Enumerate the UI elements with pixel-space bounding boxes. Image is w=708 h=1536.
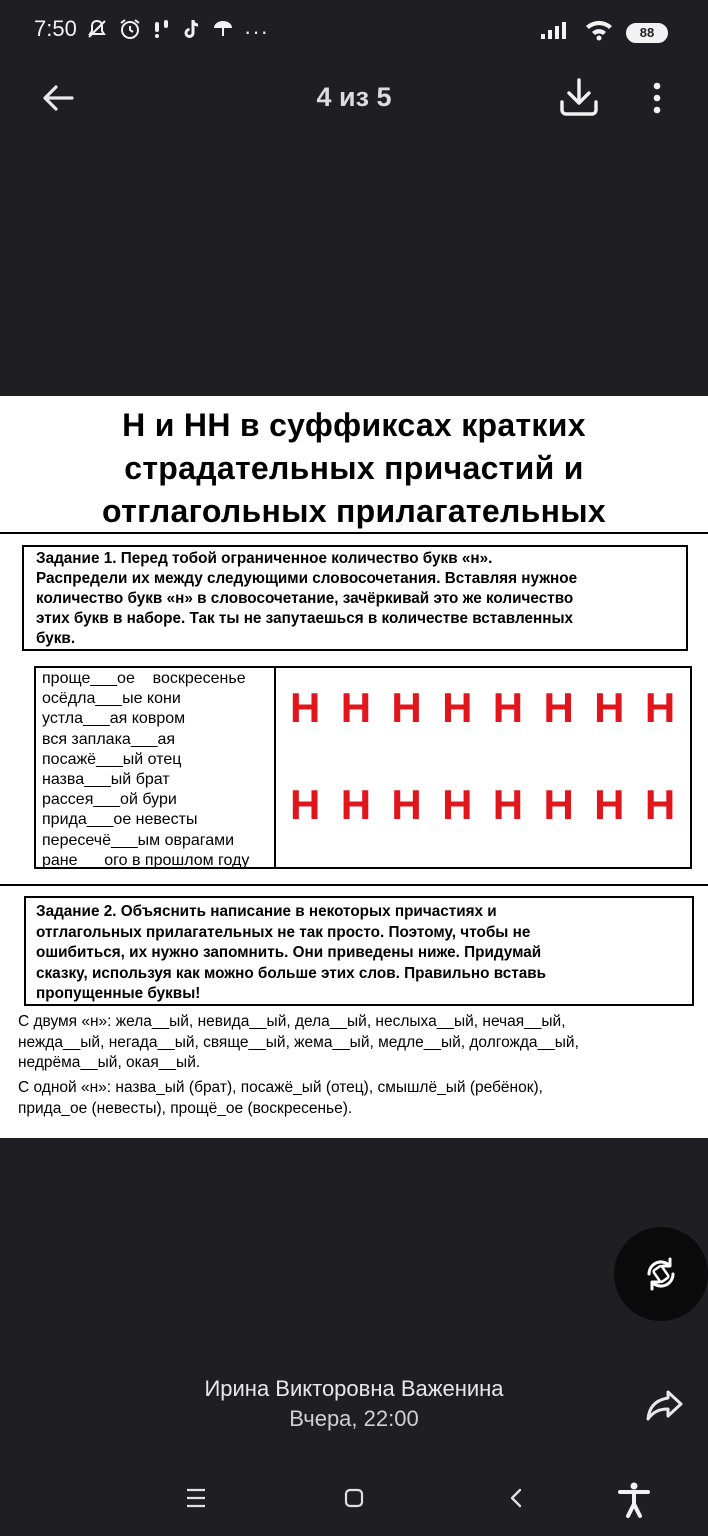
letter-n: Н (492, 781, 524, 828)
download-button[interactable] (556, 74, 602, 120)
accessibility-icon (614, 1480, 654, 1520)
letter-n: Н (594, 781, 625, 828)
worksheet-title: Н и НН в суффиксах кратких страдательных причастий и отглагольных прилагательных (102, 407, 606, 529)
system-nav-bar (0, 1460, 708, 1536)
phrase-item: вся заплака___ая (42, 730, 176, 748)
letter-n: Н (543, 684, 574, 731)
signal-icon (540, 19, 572, 46)
muted-bell-icon (86, 18, 108, 46)
status-time: 7:50 (34, 16, 77, 41)
worksheet-image[interactable] (0, 396, 708, 1138)
letter-n: Н (644, 684, 676, 731)
phrase-item: ране___ого в прошлом году (42, 851, 250, 869)
letter-n: Н (594, 684, 625, 731)
letter-n: Н (290, 684, 321, 731)
battery-icon: 88 (626, 23, 668, 43)
chevron-left-icon (496, 1480, 536, 1516)
page-counter: 4 из 5 (316, 82, 392, 112)
phrase-list (36, 668, 276, 867)
accessibility-button[interactable] (614, 1480, 654, 1516)
task1-table (34, 666, 692, 869)
letter-n: Н (644, 781, 676, 828)
letter-n: Н (442, 684, 473, 731)
phrase-item: назва___ый брат (42, 771, 170, 789)
author-name: Ирина Викторовна Важенина (204, 1376, 504, 1401)
square-icon (334, 1480, 374, 1516)
more-dots-icon: ··· (244, 19, 269, 44)
wifi-icon (584, 18, 614, 47)
phrase-item: устла___ая ковром (42, 710, 186, 728)
download-icon (556, 74, 602, 120)
phrase-item: рассея___ой бури (42, 791, 177, 809)
task1-box: Задание 1. Перед тобой ограниченное количество букв «н». Распредели их между следующими словосочетания. Вставляя нужное количество букв «н» в словосочетание, зачёркивай это же количество этих букв в наборе. Так ты не запутаешься в количестве вставленных букв. (22, 545, 688, 651)
letter-n: Н (543, 781, 574, 828)
letter-n: Н (442, 781, 473, 828)
letter-n: Н (340, 684, 372, 731)
notification-icon (152, 18, 172, 46)
letter-row (290, 686, 696, 730)
phrase-item: прида___ое невесты (42, 811, 198, 829)
back-nav-button[interactable] (496, 1480, 536, 1516)
rotate-icon (641, 1254, 681, 1294)
phrase-item: посажё___ый отец (42, 750, 182, 768)
letter-n: Н (391, 684, 422, 731)
post-date: Вчера, 22:00 (289, 1406, 419, 1431)
status-bar (0, 0, 708, 62)
double-n-words: С двумя «н»: жела__ый, невида__ый, дела__ый, неслыха__ый, нечая__ый, нежда__ый, негада__ый, свяще__ый, жема__ый, медле__ый, долгожда__ый, недрёма__ый, окая__ый. (18, 1013, 579, 1071)
kebab-menu-icon (640, 76, 674, 120)
recent-apps-button[interactable] (176, 1480, 216, 1516)
umbrella-icon (212, 18, 234, 46)
phrase-item: проще___ое воскресенье (42, 670, 246, 687)
divider (0, 532, 708, 534)
letter-n: Н (340, 781, 372, 828)
phrase-item: осёдла___ые кони (42, 690, 181, 708)
letter-set (276, 668, 690, 867)
tiktok-icon (182, 18, 202, 46)
more-options-button[interactable] (640, 76, 674, 120)
share-button[interactable] (644, 1386, 686, 1424)
alarm-icon (118, 17, 142, 47)
single-n-words: С одной «н»: назва_ый (брат), посажё_ый (отец), смышлё_ый (ребёнок), прида_ое (невесты), прощё_ое (воскресенье). (18, 1079, 543, 1117)
viewer-app-bar (0, 62, 708, 132)
share-arrow-icon (644, 1386, 686, 1424)
menu-lines-icon (176, 1480, 216, 1516)
letter-n: Н (391, 781, 422, 828)
system-icons (540, 18, 668, 47)
home-button[interactable] (334, 1480, 374, 1516)
letter-n: Н (492, 684, 524, 731)
rotate-screen-button[interactable] (614, 1227, 708, 1321)
letter-row (290, 783, 696, 827)
divider (0, 884, 708, 886)
letter-n: Н (290, 781, 321, 828)
notification-icons (86, 17, 269, 47)
task2-box: Задание 2. Объяснить написание в некоторых причастиях и отглагольных прилагательных не так просто. Поэтому, чтобы не ошибиться, их нужно запомнить. Они приведены ниже. Придумай сказку, используя как можно больше этих слов. Правильно вставь пропущенные буквы! (24, 896, 694, 1006)
phrase-item: пересечё___ым оврагами (42, 831, 235, 849)
